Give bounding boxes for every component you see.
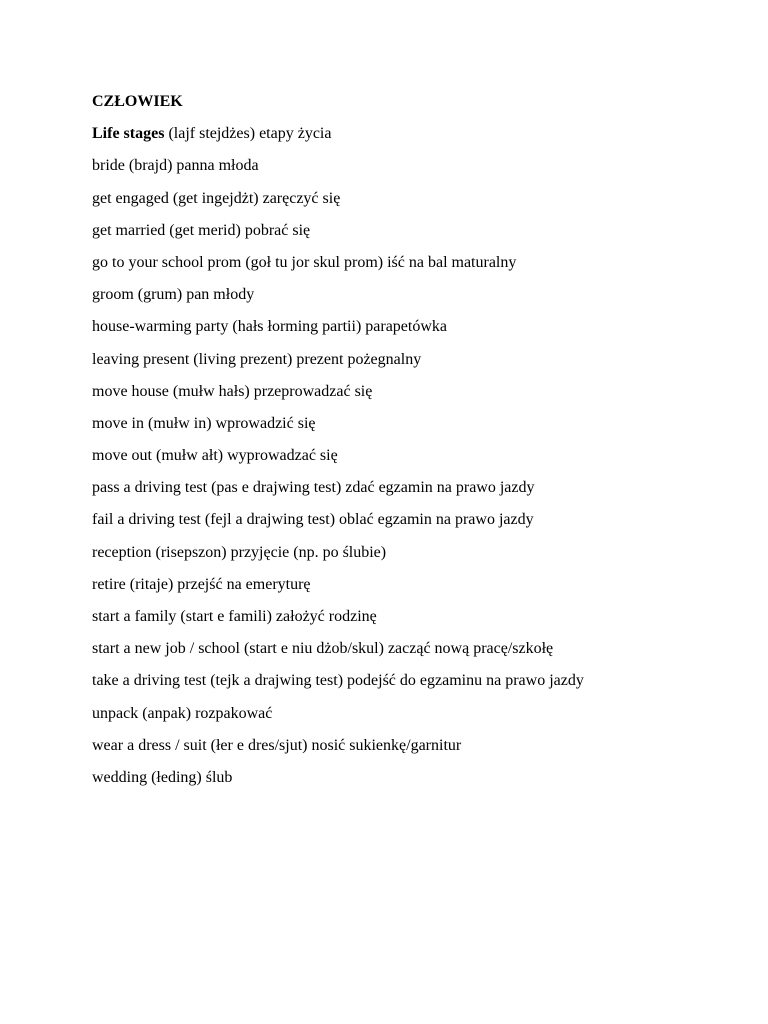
vocab-entry: wedding (łeding) ślub xyxy=(92,768,233,786)
vocab-entry: go to your school prom (goł tu jor skul prom) iść na bal maturalny xyxy=(92,253,517,271)
vocab-entry: retire (ritaje) przejść na emeryturę xyxy=(92,575,311,593)
vocab-entry: leaving present (living prezent) prezent pożegnalny xyxy=(92,350,422,368)
vocab-entry: get engaged (get ingejdżt) zaręczyć się xyxy=(92,189,341,207)
vocab-entry: wear a dress / suit (łer e dres/sjut) nosić sukienkę/garnitur xyxy=(92,736,462,754)
vocab-entry: fail a driving test (fejl a drajwing test) oblać egzamin na prawo jazdy xyxy=(92,511,534,529)
section-title: Life stages xyxy=(92,125,165,143)
vocab-entry: move house (mułw hałs) przeprowadzać się xyxy=(92,382,373,400)
vocab-entry: bride (brajd) panna młoda xyxy=(92,157,259,175)
vocab-entry: reception (risepszon) przyjęcie (np. po ślubie) xyxy=(92,543,387,561)
vocab-entry: move out (mułw ałt) wyprowadzać się xyxy=(92,447,338,465)
vocab-entry: take a driving test (tejk a drajwing test) podejść do egzaminu na prawo jazdy xyxy=(92,672,584,690)
document-heading: CZŁOWIEK xyxy=(92,93,183,110)
vocab-entry: pass a driving test (pas e drajwing test) zdać egzamin na prawo jazdy xyxy=(92,479,535,497)
vocab-entry: groom (grum) pan młody xyxy=(92,286,255,304)
section-title-rest: (lajf stejdżes) etapy życia xyxy=(164,125,332,143)
vocab-entry: get married (get merid) pobrać się xyxy=(92,221,311,239)
vocab-entry: start a family (start e famili) założyć rodzinę xyxy=(92,608,377,625)
section-title-line xyxy=(92,118,752,150)
document-page xyxy=(92,86,752,794)
vocab-entry: start a new job / school (start e niu dżob/skul) zacząć nową pracę/szkołę xyxy=(92,640,554,658)
vocab-entry: house-warming party (hałs łorming partii) parapetówka xyxy=(92,318,447,336)
vocab-entry: unpack (anpak) rozpakować xyxy=(92,704,273,722)
vocab-entry: move in (mułw in) wprowadzić się xyxy=(92,414,316,432)
